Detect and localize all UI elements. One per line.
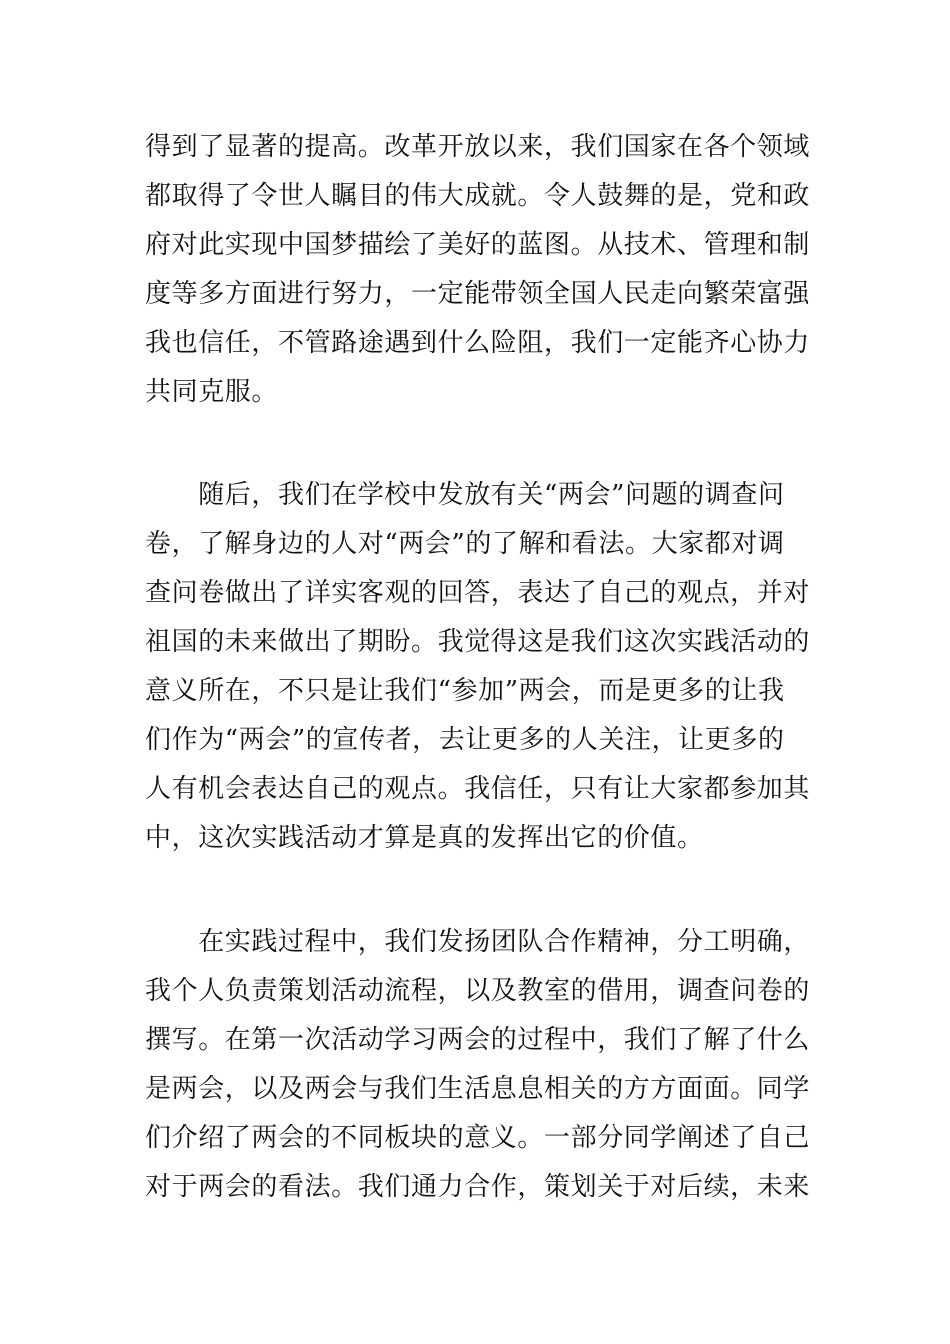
text-line: 撰写。在第一次活动学习两会的过程中，我们了解了什么: [145, 1025, 811, 1055]
text-line: 意义所在，不只是让我们“参加”两会，而是更多的让我: [145, 676, 785, 706]
text-line: 们介绍了两会的不同板块的意义。一部分同学阐述了自己: [145, 1123, 811, 1153]
text-line: 度等多方面进行努力，一定能带领全国人民走向繁荣富强: [145, 279, 811, 309]
text-line: 对于两会的看法。我们通力合作，策划关于对后续，未来: [145, 1172, 811, 1202]
text-line: 祖国的未来做出了期盼。我觉得这是我们这次实践活动的: [145, 627, 811, 657]
paragraph-2: [145, 471, 810, 863]
text-line: 人有机会表达自己的观点。我信任，只有让大家都参加其: [145, 774, 811, 804]
paragraph-3: [145, 918, 810, 1212]
text-line: 卷，了解身边的人对“两会”的了解和看法。大家都对调: [145, 529, 785, 559]
text-line: 我个人负责策划活动流程，以及教室的借用，调查问卷的: [145, 976, 811, 1006]
text-line: 共同克服。: [145, 377, 279, 407]
text-line: 府对此实现中国梦描绘了美好的蓝图。从技术、管理和制: [145, 230, 811, 260]
text-line: 我也信任，不管路途遇到什么险阻，我们一定能齐心协力: [145, 328, 811, 358]
text-line: 随后，我们在学校中发放有关“两会”问题的调查问: [145, 480, 785, 510]
text-line: 是两会，以及两会与我们生活息息相关的方方面面。同学: [145, 1074, 811, 1104]
text-line: 查问卷做出了详实客观的回答，表达了自己的观点，并对: [145, 578, 811, 608]
text-line: 们作为“两会”的宣传者，去让更多的人关注，让更多的: [145, 725, 785, 755]
text-line: 在实践过程中，我们发扬团队合作精神，分工明确，: [145, 927, 811, 957]
text-line: 得到了显著的提高。改革开放以来，我们国家在各个领域: [145, 132, 811, 162]
text-line: 都取得了令世人瞩目的伟大成就。令人鼓舞的是，党和政: [145, 181, 811, 211]
text-line: 中，这次实践活动才算是真的发挥出它的价值。: [145, 823, 704, 853]
paragraph-1: [145, 123, 810, 417]
